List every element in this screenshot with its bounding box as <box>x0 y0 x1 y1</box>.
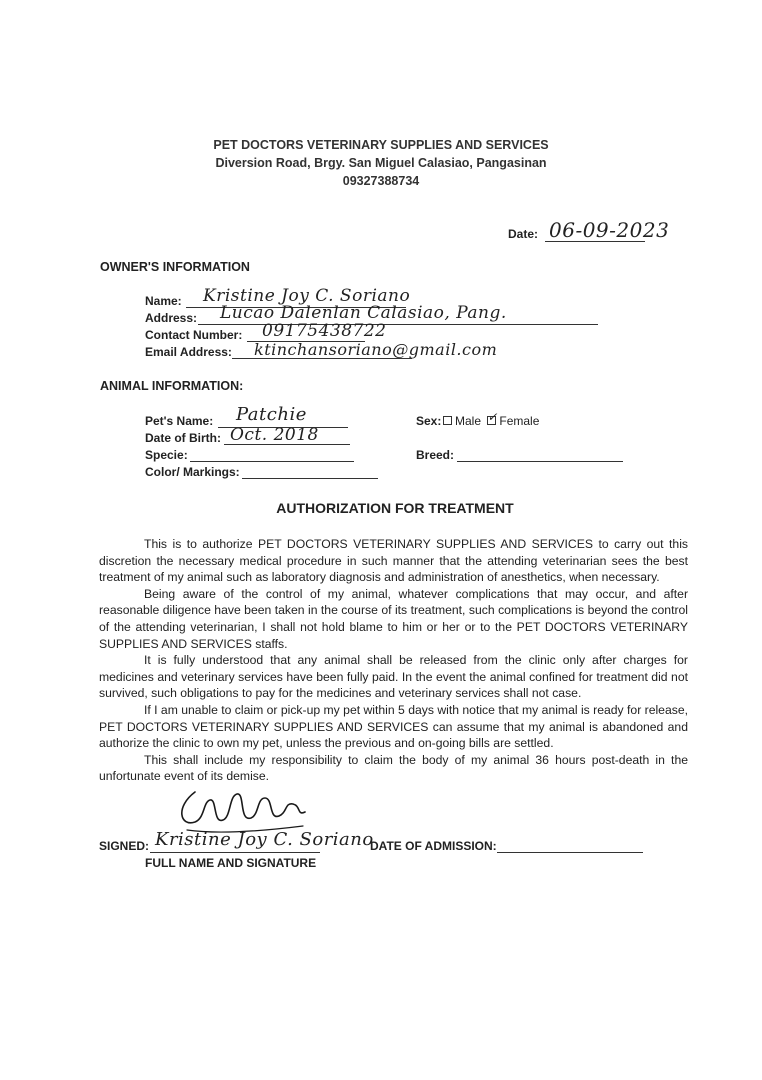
breed-label: Breed: <box>416 448 455 462</box>
sex-male-checkbox[interactable] <box>443 416 452 425</box>
owner-name-value: Kristine Joy C. Soriano <box>203 286 411 306</box>
owner-address-line <box>198 324 598 325</box>
authorization-paragraph: If I am unable to claim or pick-up my pet within 5 days with notice that my animal is ready for release, PET DOCTORS VETERINARY SUPPLIES AND SERVICES can assume that my animal is abandoned and authorize the clinic to own my pet, unless the previous and on-going bills are settled. <box>99 702 688 751</box>
sex-options <box>443 414 539 428</box>
authorization-paragraph: This shall include my responsibility to claim the body of my animal 36 hours post-death in the unfortunate event of its demise. <box>99 752 688 784</box>
date-label: Date: <box>508 227 539 241</box>
color-markings-line <box>242 478 378 479</box>
owner-contact-value: 09175438722 <box>262 321 387 341</box>
signed-label: SIGNED: <box>99 839 150 853</box>
sex-female-label: Female <box>499 414 540 428</box>
animal-section-title: ANIMAL INFORMATION: <box>100 379 244 393</box>
authorization-paragraph: Being aware of the control of my animal, whatever complications that may occur, and after reasonable diligence have been taken in the course of its treatment, such complications is beyond the control of the attending veterinarian, I shall not hold blame to him or her or to the PET DOCTORS VETERINARY SUPPLIES AND SERVICES staffs. <box>99 586 688 651</box>
pet-name-label: Pet's Name: <box>145 414 214 428</box>
company-phone: 09327388734 <box>342 174 420 188</box>
color-markings-label: Color/ Markings: <box>145 465 240 479</box>
owner-name-label: Name: <box>145 294 182 308</box>
date-value: 06-09-2023 <box>549 218 670 242</box>
owner-email-label: Email Address: <box>145 345 232 359</box>
owner-address-label: Address: <box>145 311 198 325</box>
owner-contact-label: Contact Number: <box>145 328 243 342</box>
authorization-paragraph: This is to authorize PET DOCTORS VETERINARY SUPPLIES AND SERVICES to carry out this discretion the necessary medical procedure in such manner that the attending veterinarian sees the best treatment of my animal such as laboratory diagnosis and administration of anesthetics, when necessary. <box>99 537 688 585</box>
signed-value: Kristine Joy C. Soriano <box>155 829 374 850</box>
company-name: PET DOCTORS VETERINARY SUPPLIES AND SERVICES <box>213 138 549 152</box>
authorization-paragraph: It is fully understood that any animal shall be released from the clinic only after charges for medicines and veterinary services have been fully paid. In the event the animal confined for treatment did not survived, such obligations to pay for the medicines and veterinary services shall not case. <box>99 653 688 701</box>
date-of-admission-label: DATE OF ADMISSION: <box>370 839 497 853</box>
owner-address-value: Lucao Dalenlan Calasiao, Pang. <box>220 303 507 323</box>
breed-line <box>457 461 623 462</box>
dob-value: Oct. 2018 <box>230 425 319 445</box>
pet-name-value: Patchie <box>236 404 307 425</box>
specie-line <box>190 461 354 462</box>
date-of-admission-line <box>497 852 643 853</box>
signature-caption: FULL NAME AND SIGNATURE <box>145 856 317 870</box>
authorization-body <box>99 536 688 785</box>
sex-label: Sex: <box>416 414 442 428</box>
company-address: Diversion Road, Brgy. San Miguel Calasiao, Pangasinan <box>215 156 547 170</box>
owner-email-value: ktinchansoriano@gmail.com <box>254 340 498 359</box>
sex-male-label: Male <box>455 414 482 428</box>
dob-label: Date of Birth: <box>145 431 221 445</box>
owner-section-title: OWNER'S INFORMATION <box>100 260 250 274</box>
authorization-title: AUTHORIZATION FOR TREATMENT <box>276 500 514 516</box>
specie-label: Specie: <box>145 448 188 462</box>
sex-female-checkbox[interactable] <box>487 416 496 425</box>
signed-line <box>150 852 320 853</box>
